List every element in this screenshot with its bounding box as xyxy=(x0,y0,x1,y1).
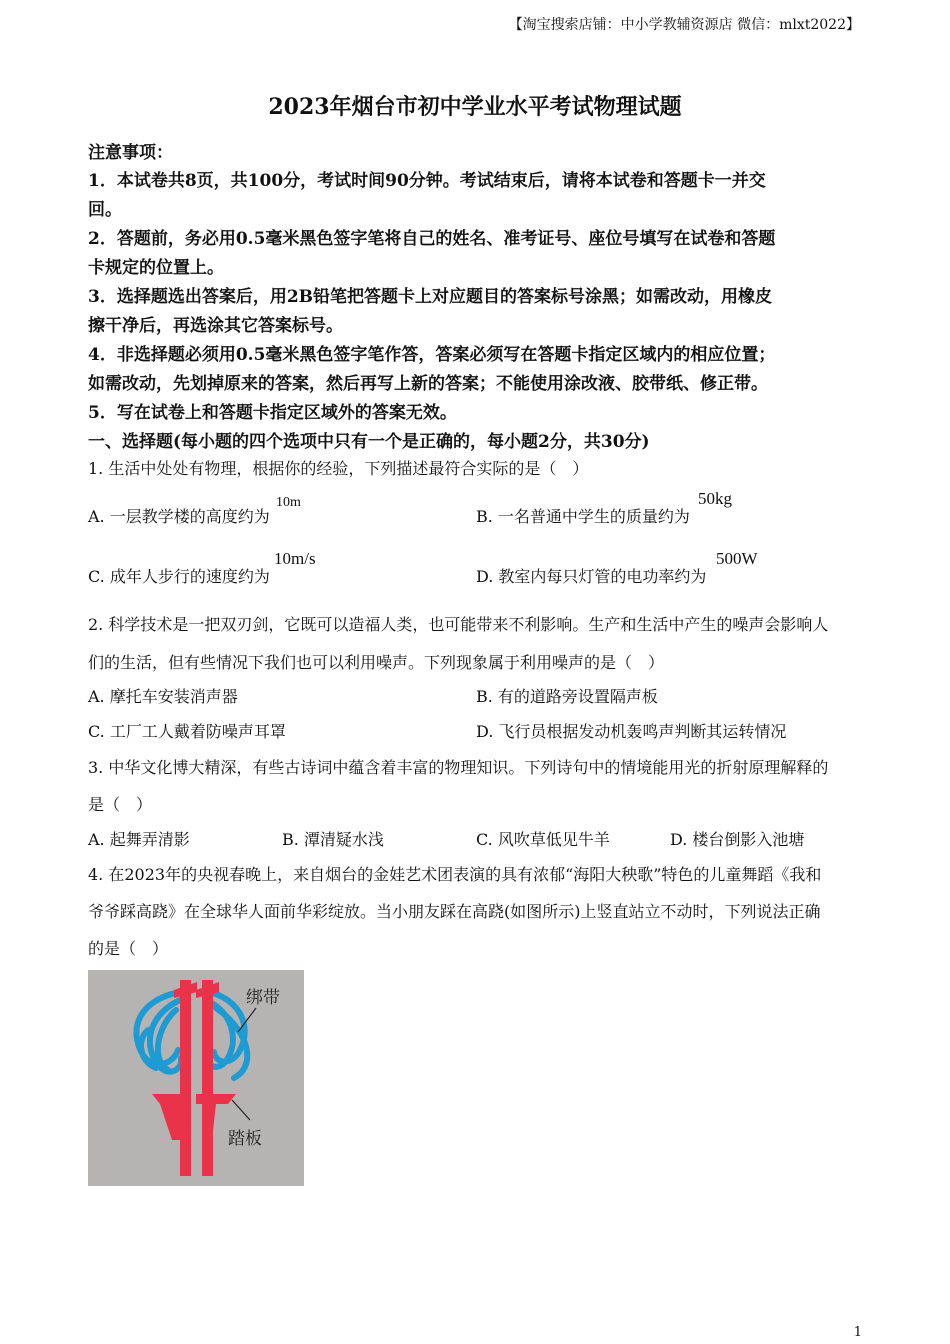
page-header: 【淘宝搜索店铺：中小学教辅资源店 微信：mlxt2022】 xyxy=(508,17,860,33)
q1-option-d: D. 教室内每只灯管的电功率约为 xyxy=(476,567,707,586)
q2-stem-line2: 们的生活，但有些情况下我们也可以利用噪声。下列现象属于利用噪声的是（ ） xyxy=(88,653,665,672)
q1-option-c: C. 成年人步行的速度约为 xyxy=(88,567,270,586)
section-heading: 一、选择题(每小题的四个选项中只有一个是正确的，每小题2分，共30分) xyxy=(88,432,650,452)
stilts-figure xyxy=(88,970,304,1186)
note-line: 3．选择题选出答案后，用2B铅笔把答题卡上对应题目的答案标号涂黑；如需改动，用橡皮 xyxy=(88,287,773,307)
q3-option-b: B. 潭清疑水浅 xyxy=(282,830,384,849)
q1-option-b: B. 一名普通中学生的质量约为 xyxy=(476,507,690,526)
q1-option-a-value: 10m xyxy=(276,495,301,510)
note-line: 如需改动，先划掉原来的答案，然后再写上新的答案；不能使用涂改液、胶带纸、修正带。 xyxy=(88,374,768,394)
q2-option-b: B. 有的道路旁设置隔声板 xyxy=(476,687,658,706)
q2-option-d: D. 飞行员根据发动机轰鸣声判断其运转情况 xyxy=(476,722,787,741)
notes-heading: 注意事项： xyxy=(88,143,173,163)
strap-label: 绑带 xyxy=(246,988,280,1008)
pedal-label: 踏板 xyxy=(228,1129,262,1149)
q4-stem-line3: 的是（ ） xyxy=(88,939,169,958)
note-line: 4．非选择题必须用0.5毫米黑色签字笔作答，答案必须写在答题卡指定区域内的相应位置； xyxy=(88,345,776,365)
q2-option-a: A. 摩托车安装消声器 xyxy=(88,687,238,706)
q1-option-d-value: 500W xyxy=(716,549,758,568)
page-title: 2023年烟台市初中学业水平考试物理试题 xyxy=(268,94,682,120)
q1-option-c-value: 10m/s xyxy=(274,549,316,568)
q2-option-c: C. 工厂工人戴着防噪声耳罩 xyxy=(88,722,286,741)
q4-stem-line1: 4. 在2023年的央视春晚上，来自烟台的金娃艺术团表演的具有浓郁“海阳大秧歌”特色的儿童舞蹈《我和 xyxy=(88,865,822,884)
q1-option-b-value: 50kg xyxy=(698,489,732,508)
stilts-photo-image xyxy=(88,970,304,1186)
q2-stem-line1: 2. 科学技术是一把双刃剑，它既可以造福人类，也可能带来不利影响。生产和生活中产生的噪声会影响人 xyxy=(88,615,829,634)
q3-option-a: A. 起舞弄清影 xyxy=(88,830,190,849)
q3-option-d: D. 楼台倒影入池塘 xyxy=(670,830,805,849)
note-line: 卡规定的位置上。 xyxy=(88,258,224,278)
q3-stem-line2: 是（ ） xyxy=(88,795,153,814)
q3-option-c: C. 风吹草低见牛羊 xyxy=(476,830,610,849)
note-line: 回。 xyxy=(88,200,122,220)
note-line: 1．本试卷共8页，共100分，考试时间90分钟。考试结束后，请将本试卷和答题卡一并交 xyxy=(88,171,766,191)
q3-stem-line1: 3. 中华文化博大精深，有些古诗词中蕴含着丰富的物理知识。下列诗句中的情境能用光的折射原理解释的 xyxy=(88,758,829,777)
note-line: 擦干净后，再选涂其它答案标号。 xyxy=(88,316,343,336)
q4-stem-line2: 爷爷踩高跷》在全球华人面前华彩绽放。当小朋友踩在高跷(如图所示)上竖直站立不动时，下列说法正确 xyxy=(88,902,821,921)
q1-stem: 1. 生活中处处有物理，根据你的经验，下列描述最符合实际的是（ ） xyxy=(88,459,589,478)
note-line: 5．写在试卷上和答题卡指定区域外的答案无效。 xyxy=(88,403,457,423)
note-line: 2．答题前，务必用0.5毫米黑色签字笔将自己的姓名、准考证号、座位号填写在试卷和答题 xyxy=(88,229,776,249)
q1-option-a: A. 一层教学楼的高度约为 xyxy=(88,507,270,526)
page-number: 1 xyxy=(853,1325,862,1340)
